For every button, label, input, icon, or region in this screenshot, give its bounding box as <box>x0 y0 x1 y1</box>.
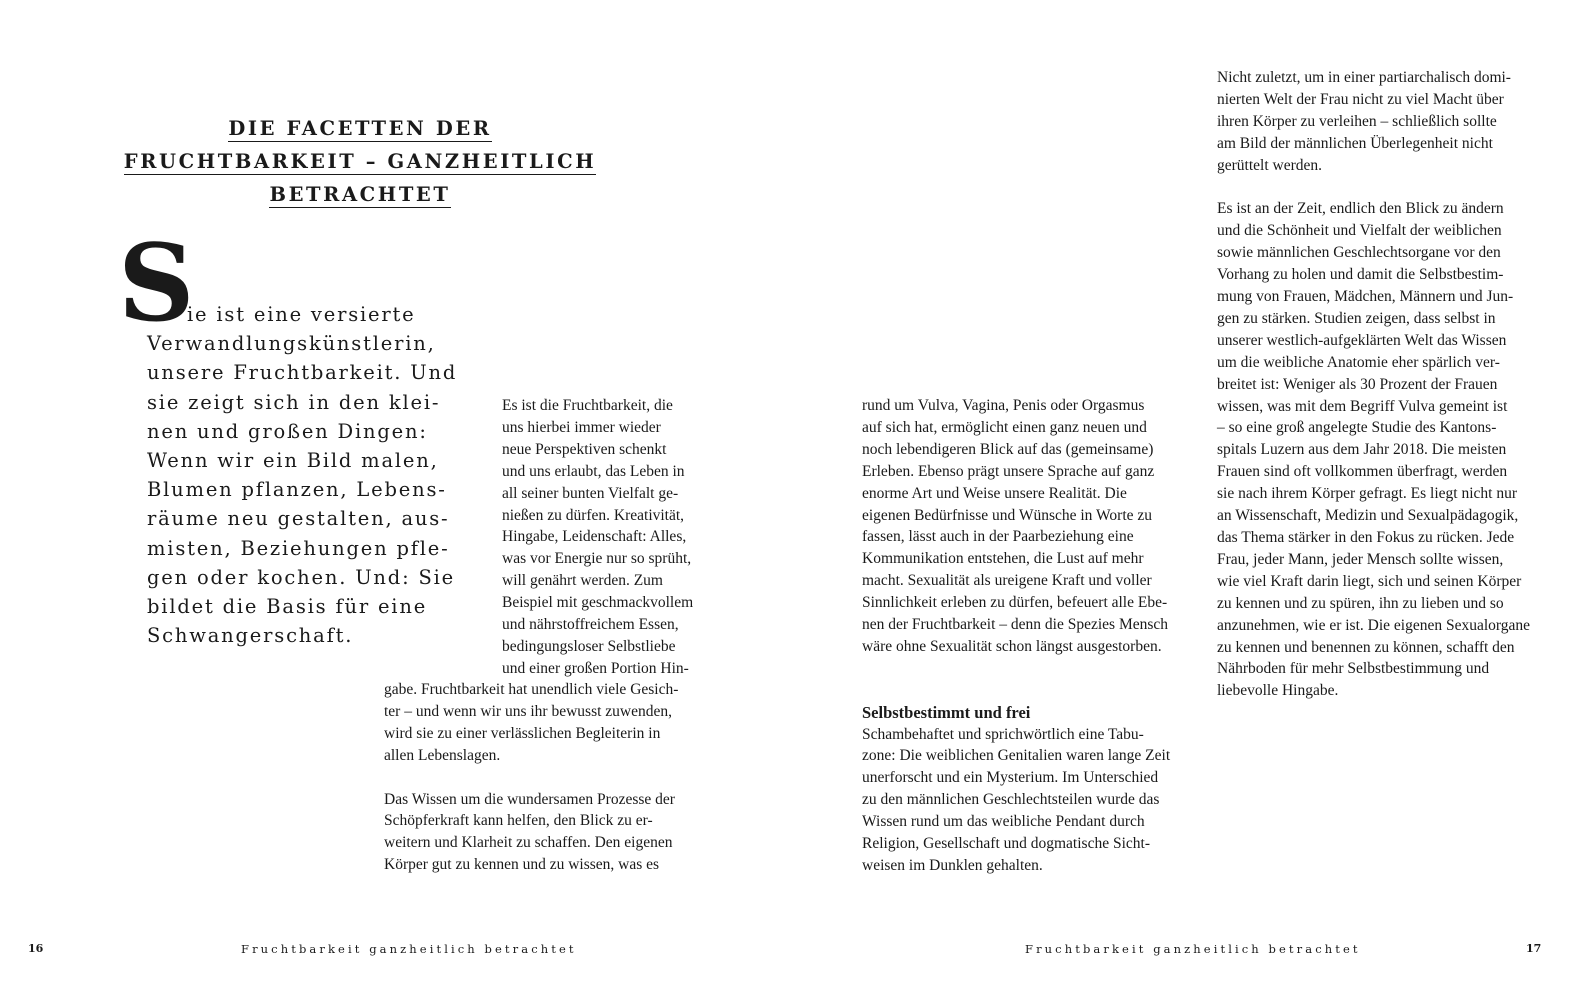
body-column-2-narrow <box>502 395 693 680</box>
body-line: und die Schönheit und Vielfalt der weiblichen <box>1217 222 1502 240</box>
body-line: Wissen rund um das weibliche Pendant durch <box>862 813 1145 831</box>
body-line: Nicht zuletzt, um in einer partiarchalisch domi- <box>1217 69 1511 86</box>
body-line: unserer westlich-aufgeklärten Welt das Wissen <box>1217 331 1507 349</box>
body-line: all seiner bunten Vielfalt ge- <box>502 484 679 502</box>
intro-line: Wenn wir ein Bild malen, <box>147 449 439 473</box>
body-line: was vor Energie nur so sprüht, <box>502 550 692 568</box>
body-line: Es ist die Fruchtbarkeit, die <box>502 397 673 414</box>
body-column-4 <box>1217 67 1530 702</box>
body-line: und uns erlaubt, das Leben in <box>502 462 685 480</box>
body-line: und einer großen Portion Hin- <box>502 659 689 677</box>
body-line: allen Lebenslagen. <box>384 746 501 764</box>
body-line: neue Perspektiven schenkt <box>502 440 667 458</box>
chapter-title <box>118 112 602 211</box>
paragraph-gap <box>862 658 1170 680</box>
body-line: das Thema stärker in den Fokus zu rücken. Jede <box>1217 529 1515 547</box>
body-line: zone: Die weiblichen Genitalien waren lange Zeit <box>862 747 1171 765</box>
body-line: Das Wissen um die wundersamen Prozesse der <box>384 790 675 808</box>
body-line: ter – und wenn wir uns ihr bewusst zuwenden, <box>384 702 672 720</box>
intro-line: Schwangerschaft. <box>147 624 354 648</box>
intro-line: räume neu gestalten, aus- <box>147 507 450 531</box>
body-line: Frau, jeder Mann, jeder Mensch sollte wissen, <box>1217 550 1504 568</box>
body-line: Beispiel mit geschmackvollem <box>502 594 694 612</box>
intro-line: misten, Beziehungen pfle- <box>147 536 450 560</box>
intro-line: sie zeigt sich in den klei- <box>147 390 441 414</box>
body-line: Schöpferkraft kann helfen, den Blick zu er- <box>384 812 653 830</box>
intro-line: ie ist eine versierte <box>187 303 416 326</box>
body-line: zu kennen und benennen zu können, schafft den <box>1217 638 1515 656</box>
body-line: Sinnlichkeit erleben zu dürfen, befeuert alle Ebe- <box>862 594 1168 612</box>
body-line: gerüttelt werden. <box>1217 156 1323 174</box>
body-line: wie viel Kraft darin liegt, sich und seinen Körper <box>1217 572 1522 590</box>
body-line: liebevolle Hingabe. <box>1217 682 1339 700</box>
body-line: Religion, Gesellschaft und dogmatische Sicht- <box>862 835 1150 853</box>
body-line: Schambehaftet und sprichwörtlich eine Tabu- <box>862 725 1144 743</box>
body-line: weisen im Dunklen gehalten. <box>862 857 1043 874</box>
body-line: breitet ist: Weniger als 30 Prozent der Frauen <box>1217 375 1498 393</box>
body-line: an Wissenschaft, Medizin und Sexualpädagogik, <box>1217 507 1519 525</box>
body-line: Kommunikation entstehen, die Lust auf mehr <box>862 550 1144 568</box>
right-running-title: Fruchtbarkeit ganzheitlich betrachtet <box>1025 942 1361 956</box>
body-line: wissen, was mit dem Begriff Vulva gemeint ist <box>1217 397 1508 415</box>
intro-line: Verwandlungskünstlerin, <box>147 332 436 356</box>
body-line: eigenen Bedürfnisse und Wünsche in Worte zu <box>862 506 1153 524</box>
body-line: enorme Art und Weise unsere Realität. Die <box>862 484 1127 502</box>
body-line: uns hierbei immer wieder <box>502 418 661 436</box>
paragraph-gap <box>862 680 1170 702</box>
body-line: will genährt werden. Zum <box>502 572 663 590</box>
body-line: zu den männlichen Geschlechtsteilen wurde das <box>862 791 1160 809</box>
body-line: nießen zu dürfen. Kreativität, <box>502 506 685 524</box>
body-line: – so eine groß angelegte Studie des Kantons- <box>1217 419 1497 437</box>
left-page-number: 16 <box>28 942 44 955</box>
body-line: sie nach ihrem Körper gefragt. Es liegt nicht nur <box>1217 485 1517 503</box>
body-line: um die weibliche Anatomie eher spärlich ver- <box>1217 353 1500 371</box>
body-line: fassen, lässt auch in der Paarbeziehung eine <box>862 528 1134 546</box>
body-line: Es ist an der Zeit, endlich den Blick zu ändern <box>1217 200 1504 218</box>
body-line: noch lebendigeren Blick auf das (gemeinsame) <box>862 440 1154 458</box>
body-line: gabe. Fruchtbarkeit hat unendlich viele Gesich- <box>384 681 679 698</box>
title-line: FRUCHTBARKEIT – GANZHEITLICH <box>123 150 597 173</box>
intro-paragraph <box>147 300 487 650</box>
body-line: auf sich hat, ermöglicht einen ganz neuen und <box>862 418 1147 436</box>
body-line: sowie männlichen Geschlechtsorgane vor den <box>1217 244 1501 262</box>
body-line: zu kennen und zu spüren, ihn zu lieben und so <box>1217 594 1504 612</box>
body-line: macht. Sexualität als ureigene Kraft und voller <box>862 572 1152 590</box>
body-line: am Bild der männlichen Überlegenheit nicht <box>1217 134 1493 152</box>
body-line: Hingabe, Leidenschaft: Alles, <box>502 528 687 546</box>
body-line: Erleben. Ebenso prägt unsere Sprache auf ganz <box>862 462 1155 480</box>
body-line: bedingungsloser Selbstliebe <box>502 637 676 655</box>
body-line: nen der Fruchtbarkeit – denn die Spezies Mensch <box>862 616 1169 634</box>
title-line: DIE FACETTEN DER <box>228 117 492 140</box>
intro-line: unsere Fruchtbarkeit. Und <box>147 361 458 385</box>
body-line: Frauen sind oft vollkommen überfragt, werden <box>1217 463 1508 481</box>
drop-cap: S <box>118 220 193 345</box>
body-line: Körper gut zu kennen und zu wissen, was es <box>384 856 660 874</box>
title-line: BETRACHTET <box>269 183 451 206</box>
intro-line: nen und großen Dingen: <box>147 419 428 443</box>
body-column-3 <box>862 395 1170 877</box>
body-line: spitals Luzern aus dem Jahr 2018. Die meisten <box>1217 441 1507 459</box>
body-line: Nährboden für mehr Selbstbestimmung und <box>1217 660 1490 678</box>
body-line: wird sie zu einer verlässlichen Begleiterin in <box>384 724 661 742</box>
body-line: weitern und Klarheit zu schaffen. Den eigenen <box>384 834 673 852</box>
left-running-title: Fruchtbarkeit ganzheitlich betrachtet <box>241 942 577 956</box>
body-line: wäre ohne Sexualität schon längst ausgestorben. <box>862 637 1162 655</box>
intro-line: gen oder kochen. Und: Sie <box>147 565 455 589</box>
body-line: rund um Vulva, Vagina, Penis oder Orgasmus <box>862 397 1145 414</box>
body-line: gen zu stärken. Studien zeigen, dass selbst in <box>1217 309 1496 327</box>
body-line: unerforscht und ein Mysterium. Im Unterschied <box>862 769 1159 787</box>
body-column-2-wide <box>384 679 678 876</box>
intro-line: Blumen pflanzen, Lebens- <box>147 478 447 502</box>
paragraph-gap <box>384 767 678 789</box>
body-line: und nährstoffreichem Essen, <box>502 616 679 634</box>
body-line: mung von Frauen, Mädchen, Männern und Jun- <box>1217 288 1514 306</box>
section-subheading: Selbstbestimmt und frei <box>862 702 1031 722</box>
intro-line: bildet die Basis für eine <box>147 595 428 619</box>
body-line: Vorhang zu holen und damit die Selbstbestim- <box>1217 266 1504 284</box>
body-line: anzunehmen, wie er ist. Die eigenen Sexualorgane <box>1217 616 1531 634</box>
body-line: ihren Körper zu verleihen – schließlich sollte <box>1217 112 1497 130</box>
paragraph-gap <box>1217 177 1530 199</box>
body-line: nierten Welt der Frau nicht zu viel Macht über <box>1217 90 1504 108</box>
right-page-number: 17 <box>1526 942 1542 955</box>
